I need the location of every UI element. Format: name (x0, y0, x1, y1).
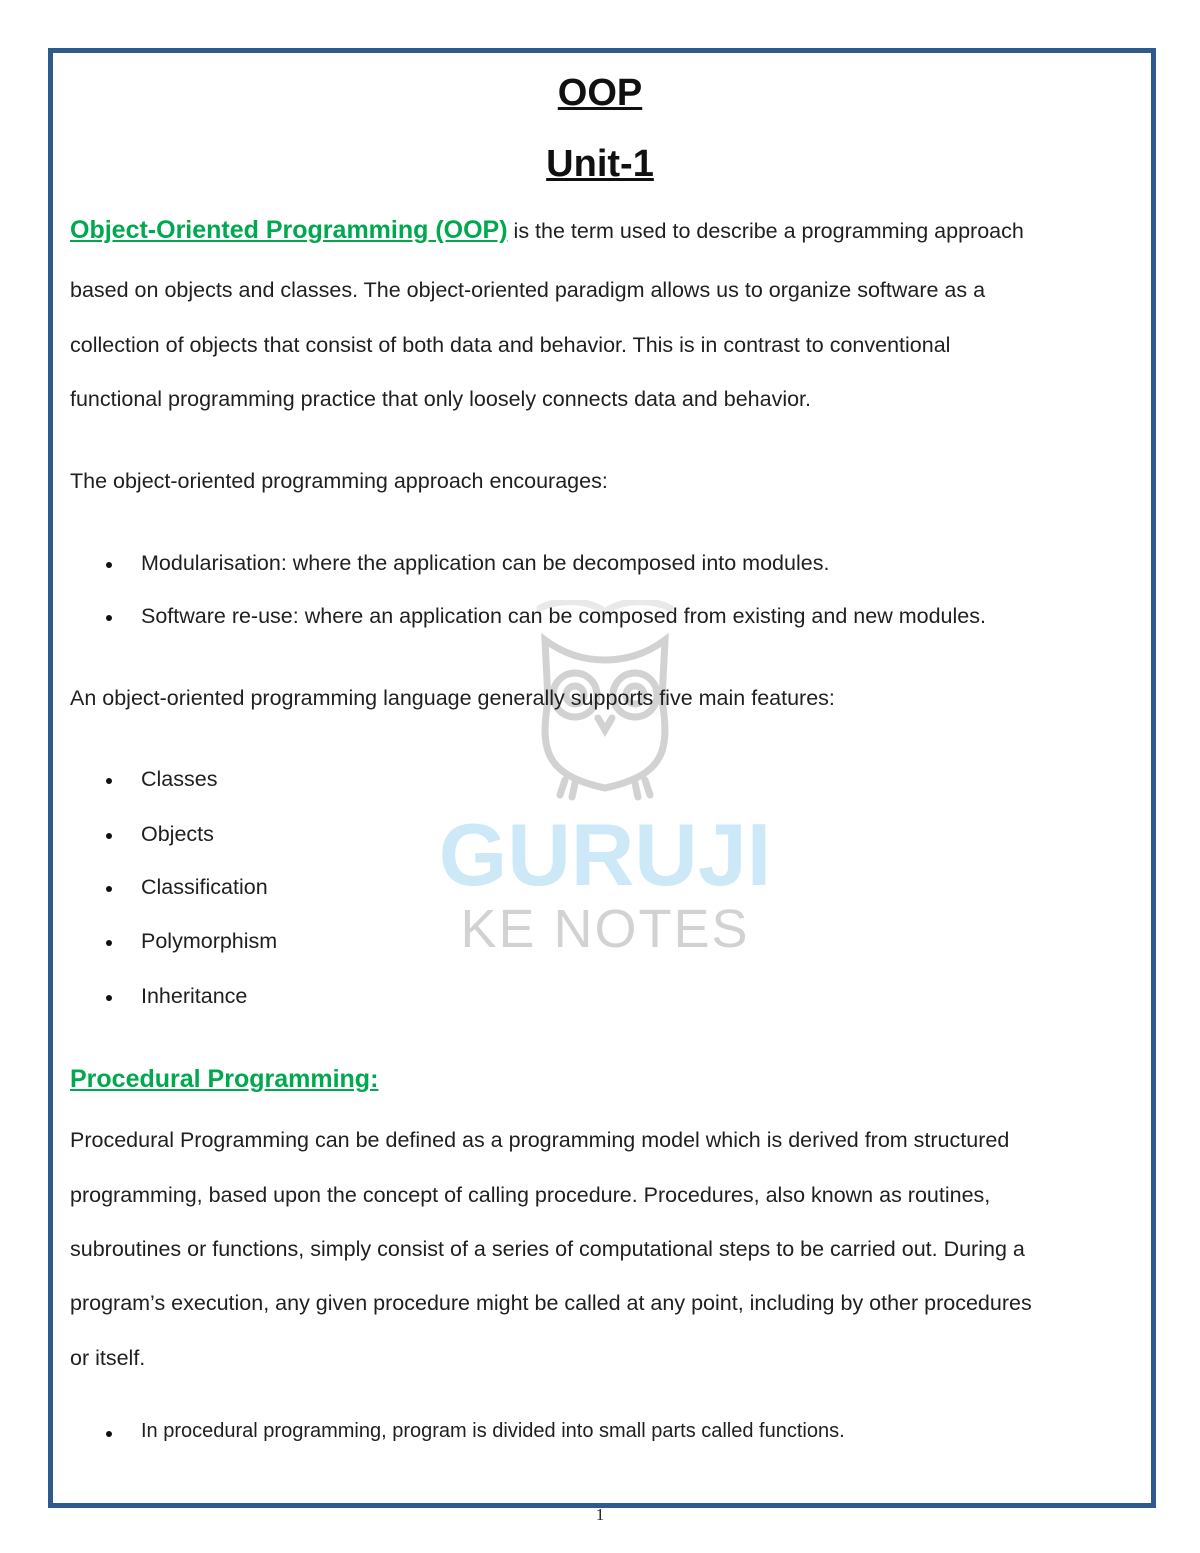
bullet-dot (106, 1431, 112, 1437)
intro-line-4: functional programming practice that only loosely connects data and behavior. (70, 387, 811, 411)
document-title: OOP (557, 72, 643, 114)
intro-line-1 (70, 216, 1024, 245)
bullet-dot (106, 833, 112, 839)
bullet-dot (106, 940, 112, 946)
document-subtitle: Unit-1 (546, 143, 654, 185)
watermark-logo (420, 600, 790, 960)
bullet-dot (106, 615, 112, 621)
bullet-dot (106, 886, 112, 892)
list-item-text: Classes (141, 767, 218, 791)
watermark-guruji: GURUJI (438, 805, 772, 904)
procedural-line-3: subroutines or functions, simply consist of a series of computational steps to be carried out. During a (70, 1237, 1025, 1261)
bullet-dot (106, 778, 112, 784)
encourages-intro: The object-oriented programming approach encourages: (70, 469, 608, 493)
procedural-line-2: programming, based upon the concept of calling procedure. Procedures, also known as routines, (70, 1183, 991, 1207)
section-heading-procedural: Procedural Programming: (70, 1065, 379, 1093)
procedural-line-4: program’s execution, any given procedure might be called at any point, including by other procedures (70, 1291, 1032, 1315)
page-number: 1 (595, 1505, 605, 1524)
list-item-text: Objects (141, 822, 214, 846)
list-item-text: Software re-use: where an application can be composed from existing and new modules. (141, 604, 986, 628)
list-item-text: In procedural programming, program is divided into small parts called functions. (141, 1420, 845, 1442)
bullet-dot (106, 562, 112, 568)
intro-line-3: collection of objects that consist of both data and behavior. This is in contrast to conventional (70, 333, 951, 357)
intro-line-2: based on objects and classes. The object-oriented paradigm allows us to organize software as a (70, 278, 986, 302)
list-item-text: Polymorphism (141, 929, 278, 953)
watermark-ke-notes: KE NOTES (460, 899, 750, 959)
bullet-dot (106, 995, 112, 1001)
list-item-text: Inheritance (141, 984, 248, 1008)
procedural-line-5: or itself. (70, 1346, 146, 1370)
intro-term: Object-Oriented Programming (OOP) (70, 216, 508, 244)
intro-line-1-rest: is the term used to describe a programming approach (507, 219, 1024, 243)
procedural-line-1: Procedural Programming can be defined as a programming model which is derived from structured (70, 1128, 1010, 1152)
list-item-text: Classification (141, 875, 268, 899)
list-item-text: Modularisation: where the application can be decomposed into modules. (141, 551, 830, 575)
features-intro: An object-oriented programming language generally supports five main features: (70, 686, 835, 710)
